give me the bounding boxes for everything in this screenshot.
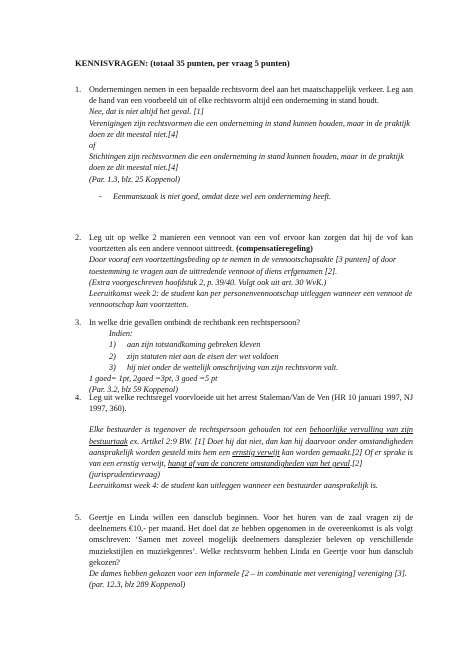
source-reference: (Par. 3.2, blz 59 Koppenol): [89, 385, 178, 395]
list-item: [89, 362, 413, 373]
list-number: 3): [109, 362, 116, 372]
answer-line: Stichtingen zijn rechtsvormen die een onderneming in stand kunnen houden, maar in de praktijk doen ze dit meestal niet.[4]: [89, 152, 404, 173]
answer-line: Nee, dat is niet altijd het geval. [1]: [89, 107, 204, 117]
answer-text: .[2]: [349, 459, 363, 469]
list-item: [89, 351, 413, 362]
question-number: 4.: [75, 393, 82, 402]
question-number: 1.: [75, 85, 82, 94]
question-number: 3.: [75, 318, 82, 327]
question-text: Ondernemingen nemen in een bepaalde rechtsvorm deel aan het maatschappelijk verkeer. Leg aan de hand van een voorbeeld uit of elke rechtsvorm altijd een onderneming in stand houdt.: [89, 85, 413, 106]
list-item: [89, 339, 413, 350]
dash-bullet: -: [99, 191, 102, 201]
question-type-note: (jurisprudentievraag): [89, 470, 160, 480]
question-text: Geertje en Linda willen een dansclub beginnen. Voor het huren van de zaal vragen zij de deelnemers €10,- per maand. Het doel dat ze hebben opgenomen in de overeenkomst is als volgt omschreven: ‘Samen met zoveel mogelijk deelnemers dansplezier beleven op verschillende muziekstijlen en muziekgenres’. Welke rechtsvorm hebben Linda en Geertje voor hun dansclub gekozen?: [89, 513, 413, 567]
learning-outcome: Leeruitkomst week 2: de student kan per personenvennootschap uitleggen wanneer een vennoot de vennootschap kan voortzetten.: [89, 289, 413, 310]
answer-intro: Indien:: [109, 329, 133, 339]
list-text: aan zijn totstandkoming gebreken kleven: [127, 340, 261, 350]
underlined-term: behoorlijke vervulling van zijn bestuurtaak: [89, 425, 413, 446]
dash-note-text: Eenmanszaak is niet goed, omdat deze wel een onderneming heeft.: [113, 191, 332, 201]
underlined-term: ernstig verwijt: [232, 447, 280, 457]
scoring-line: 1 goed= 1pt, 2goed =3pt, 3 goed =5 pt: [89, 374, 218, 384]
question-number: 2.: [75, 233, 82, 242]
list-text: zijn statuten niet aan de eisen der wet voldoen: [127, 351, 279, 361]
keyword-bold: (compensatieregeling): [236, 244, 313, 254]
question-text-main: Leg uit op welke 2 manieren een vennoot van een vof ervoor kan zorgen dat hij de vof kan voortzetten als een andere vennoot uittreedt.: [89, 233, 413, 254]
question-number: 5.: [75, 513, 82, 522]
list-number: 1): [109, 340, 116, 350]
list-text: hij niet onder de wettelijk omschrijving van zijn rechtsvorm valt.: [127, 362, 339, 372]
answer-text: ex. Artikel 2:9 BW. [1] Doet hij dat niet, dan kan hij daarvoor onder omstandigheden aansprakelijk worden gesteld mits hem een: [89, 436, 413, 457]
answer-line: Door vooraf een voortzettingsbeding op te nemen in de vennootschapsakte [3 punten] of door toestemming te vragen aan de uittredende vennoot of diens erfgenamen [2].: [89, 255, 397, 276]
source-reference: (par. 12.3, blz 289 Koppenol): [89, 580, 186, 590]
answer-text: Elke bestuurder is tegenover de rechtspersoon gehouden tot een: [89, 425, 310, 435]
dash-note: [99, 191, 413, 202]
answer-line: Verenigingen zijn rechtsvormen die een onderneming in stand kunnen houden, maar in de praktijk doen ze dit meestal niet.[4]: [89, 118, 410, 139]
question-text: [89, 232, 413, 254]
question-text: In welke drie gevallen ontbindt de rechtbank een rechtspersoon?: [89, 318, 300, 327]
answer-paragraph: [89, 424, 413, 469]
answer-line: of: [89, 141, 96, 151]
learning-outcome: Leeruitkomst week 4: de student kan uitleggen wanneer een bestuurder aansprakelijk is.: [89, 481, 378, 491]
question-text: Leg uit welke rechtsregel voorvloeide uit het arrest Staleman/Van de Ven (HR 10 januari 1997, NJ 1997, 360).: [89, 393, 413, 414]
page-heading: KENNISVRAGEN: (totaal 35 punten, per vraag 5 punten): [75, 58, 290, 68]
answer-line: (Extra voorgeschreven hoofdstuk 2, p. 39/40. Volgt ook uit art. 30 WvK.): [89, 277, 327, 287]
source-reference: (Par. 1.3, blz. 25 Koppenol): [89, 174, 180, 184]
answer-text: kan worden gemaakt.[2] Of er sprake is van een ernstig verwijt,: [89, 447, 413, 469]
answer-line: De dames hebben gekozen voor een informele [2 – in combinatie met vereniging] vereniging [3].: [89, 569, 407, 579]
answer-list: [89, 339, 413, 373]
underlined-term: hangt af van de concrete omstandigheden van het geval: [167, 459, 350, 469]
list-number: 2): [109, 351, 116, 361]
